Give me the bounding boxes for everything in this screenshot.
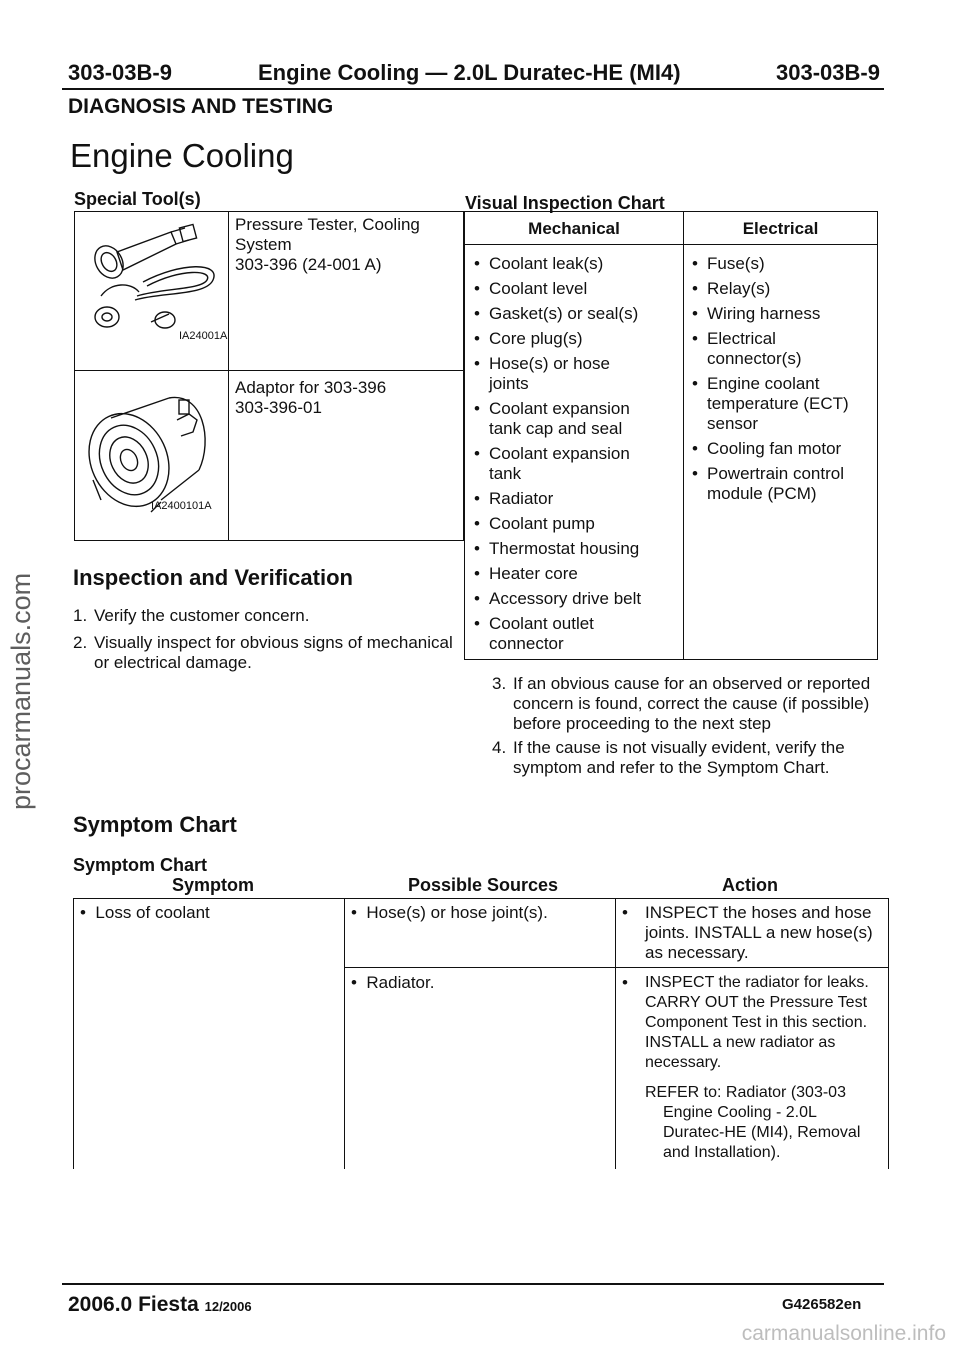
section-title: DIAGNOSIS AND TESTING	[68, 95, 334, 118]
footer-date: 12/2006	[204, 1299, 252, 1314]
action-text: necessary.	[645, 1054, 722, 1071]
tool-1-description	[235, 215, 420, 275]
symptom-chart-title: Symptom Chart	[73, 855, 208, 875]
step-number: 4.	[492, 738, 507, 757]
footer-model-name: 2006.0 Fiesta	[68, 1293, 199, 1316]
list-item: • Fuse(s)	[687, 254, 875, 274]
tool-1-line-2: System	[235, 235, 292, 254]
tool-1-line-1: Pressure Tester, Cooling	[235, 215, 420, 234]
step-text: Visually inspect for obvious signs of mechanical	[94, 633, 453, 652]
step-text: concern is found, correct the cause (if possible)	[513, 694, 870, 713]
visual-inspection-table	[464, 211, 878, 660]
action-text: CARRY OUT the Pressure Test	[645, 994, 868, 1011]
step-text: or electrical damage.	[94, 653, 252, 672]
symptom-text: Loss of coolant	[95, 903, 210, 922]
list-item: • Coolant expansion tank	[469, 444, 664, 484]
list-item: • Coolant expansion tank cap and seal	[469, 399, 659, 439]
refer-text: and Installation).	[663, 1144, 781, 1161]
list-item: • Electrical connector(s)	[687, 329, 817, 369]
list-item: • Relay(s)	[687, 279, 875, 299]
bottom-watermark: carmanualsonline.info	[741, 1322, 946, 1345]
step-text: symptom and refer to the Symptom Chart.	[513, 758, 830, 777]
list-item: • Coolant outlet connector	[469, 614, 629, 654]
header-title: Engine Cooling — 2.0L Duratec-HE (MI4)	[258, 60, 681, 85]
tool-2-line-1: Adaptor for 303-396	[235, 378, 387, 397]
inspection-heading: Inspection and Verification	[73, 565, 353, 590]
special-tools-heading: Special Tool(s)	[74, 189, 201, 209]
footer-code: G426582en	[782, 1296, 862, 1313]
col-mechanical: Mechanical	[528, 219, 620, 238]
mechanical-list	[469, 254, 681, 659]
page-title: Engine Cooling	[70, 137, 294, 174]
list-item: • Accessory drive belt	[469, 589, 681, 609]
list-item: • Cooling fan motor	[687, 439, 875, 459]
action-text: as necessary.	[645, 943, 749, 962]
list-item: • Radiator	[469, 489, 681, 509]
header-rule	[62, 88, 884, 90]
source-cell-2	[351, 973, 434, 993]
list-item: • Core plug(s)	[469, 329, 681, 349]
step-number: 3.	[492, 674, 507, 693]
col-possible-sources: Possible Sources	[408, 875, 559, 895]
step-text: Verify the customer concern.	[94, 606, 310, 625]
bullet: •	[351, 973, 367, 992]
symptom-cell	[80, 903, 210, 923]
header-code-left: 303-03B-9	[68, 60, 172, 85]
action-text: Component Test in this section.	[645, 1014, 868, 1031]
bullet: •	[80, 903, 96, 922]
tool-1-figure-label: IA24001A	[179, 330, 228, 342]
col-symptom: Symptom	[172, 875, 255, 895]
action-text: INSPECT the hoses and hose	[645, 903, 872, 922]
source-text: Radiator.	[366, 973, 435, 992]
side-watermark: procarmanuals.com	[6, 572, 36, 810]
pressure-tester-illustration	[81, 222, 228, 354]
list-item: • Thermostat housing	[469, 539, 681, 559]
col-action: Action	[722, 875, 778, 895]
list-item: • Wiring harness	[687, 304, 875, 324]
step-number: 1.	[73, 606, 88, 625]
tool-1-line-3: 303-396 (24-001 A)	[235, 255, 382, 274]
adaptor-illustration	[81, 380, 221, 522]
symptom-table: • Loss of coolant • Hose(s) or hose joint(s). • INSPECT the hoses and hose joints. INSTALL a new hose(s) as necessary. • Radiator. • INSPECT the radiator for leaks. CARRY OUT the Pressure Test Component Test in this section. INSTALL a new radiator as necessary. REFER to: Radiator (303-03 Engine Cooling - 2.0L Duratec-HE (MI4), Removal and Installation).	[73, 898, 889, 1169]
action-text: INSTALL a new radiator as	[645, 1034, 836, 1051]
symptom-chart-heading: Symptom Chart	[73, 812, 237, 837]
visual-inspection-heading: Visual Inspection Chart	[465, 193, 665, 213]
refer-text: REFER to: Radiator (303-03	[645, 1084, 846, 1101]
step-text: If the cause is not visually evident, verify the	[513, 738, 845, 757]
source-cell-1	[351, 903, 548, 923]
refer-text: Duratec-HE (MI4), Removal	[663, 1124, 861, 1141]
list-item: • Coolant level	[469, 279, 681, 299]
footer-model	[68, 1293, 252, 1317]
list-item: • Hose(s) or hose joints	[469, 354, 629, 394]
step-text: before proceeding to the next step	[513, 714, 772, 733]
special-tools-table	[74, 211, 464, 541]
electrical-list	[687, 254, 875, 509]
list-item: • Coolant leak(s)	[469, 254, 681, 274]
header-code-right: 303-03B-9	[776, 60, 880, 85]
list-item: • Gasket(s) or seal(s)	[469, 304, 681, 324]
step-text: If an obvious cause for an observed or reported	[513, 674, 871, 693]
list-item: • Powertrain control module (PCM)	[687, 464, 867, 504]
col-electrical: Electrical	[742, 219, 819, 238]
list-item: • Heater core	[469, 564, 681, 584]
bullet: •	[351, 903, 367, 922]
source-text: Hose(s) or hose joint(s).	[366, 903, 548, 922]
tool-2-line-2: 303-396-01	[235, 398, 322, 417]
tool-2-description	[235, 378, 386, 418]
action-text: joints. INSTALL a new hose(s)	[645, 923, 873, 942]
action-text: INSPECT the radiator for leaks.	[645, 974, 869, 991]
list-item: • Coolant pump	[469, 514, 681, 534]
list-item: • Engine coolant temperature (ECT) sensor	[687, 374, 877, 434]
tool-2-figure-label: IA2400101A	[151, 500, 212, 512]
footer-rule	[62, 1283, 884, 1285]
step-number: 2.	[73, 633, 88, 652]
refer-text: Engine Cooling - 2.0L	[663, 1104, 817, 1121]
